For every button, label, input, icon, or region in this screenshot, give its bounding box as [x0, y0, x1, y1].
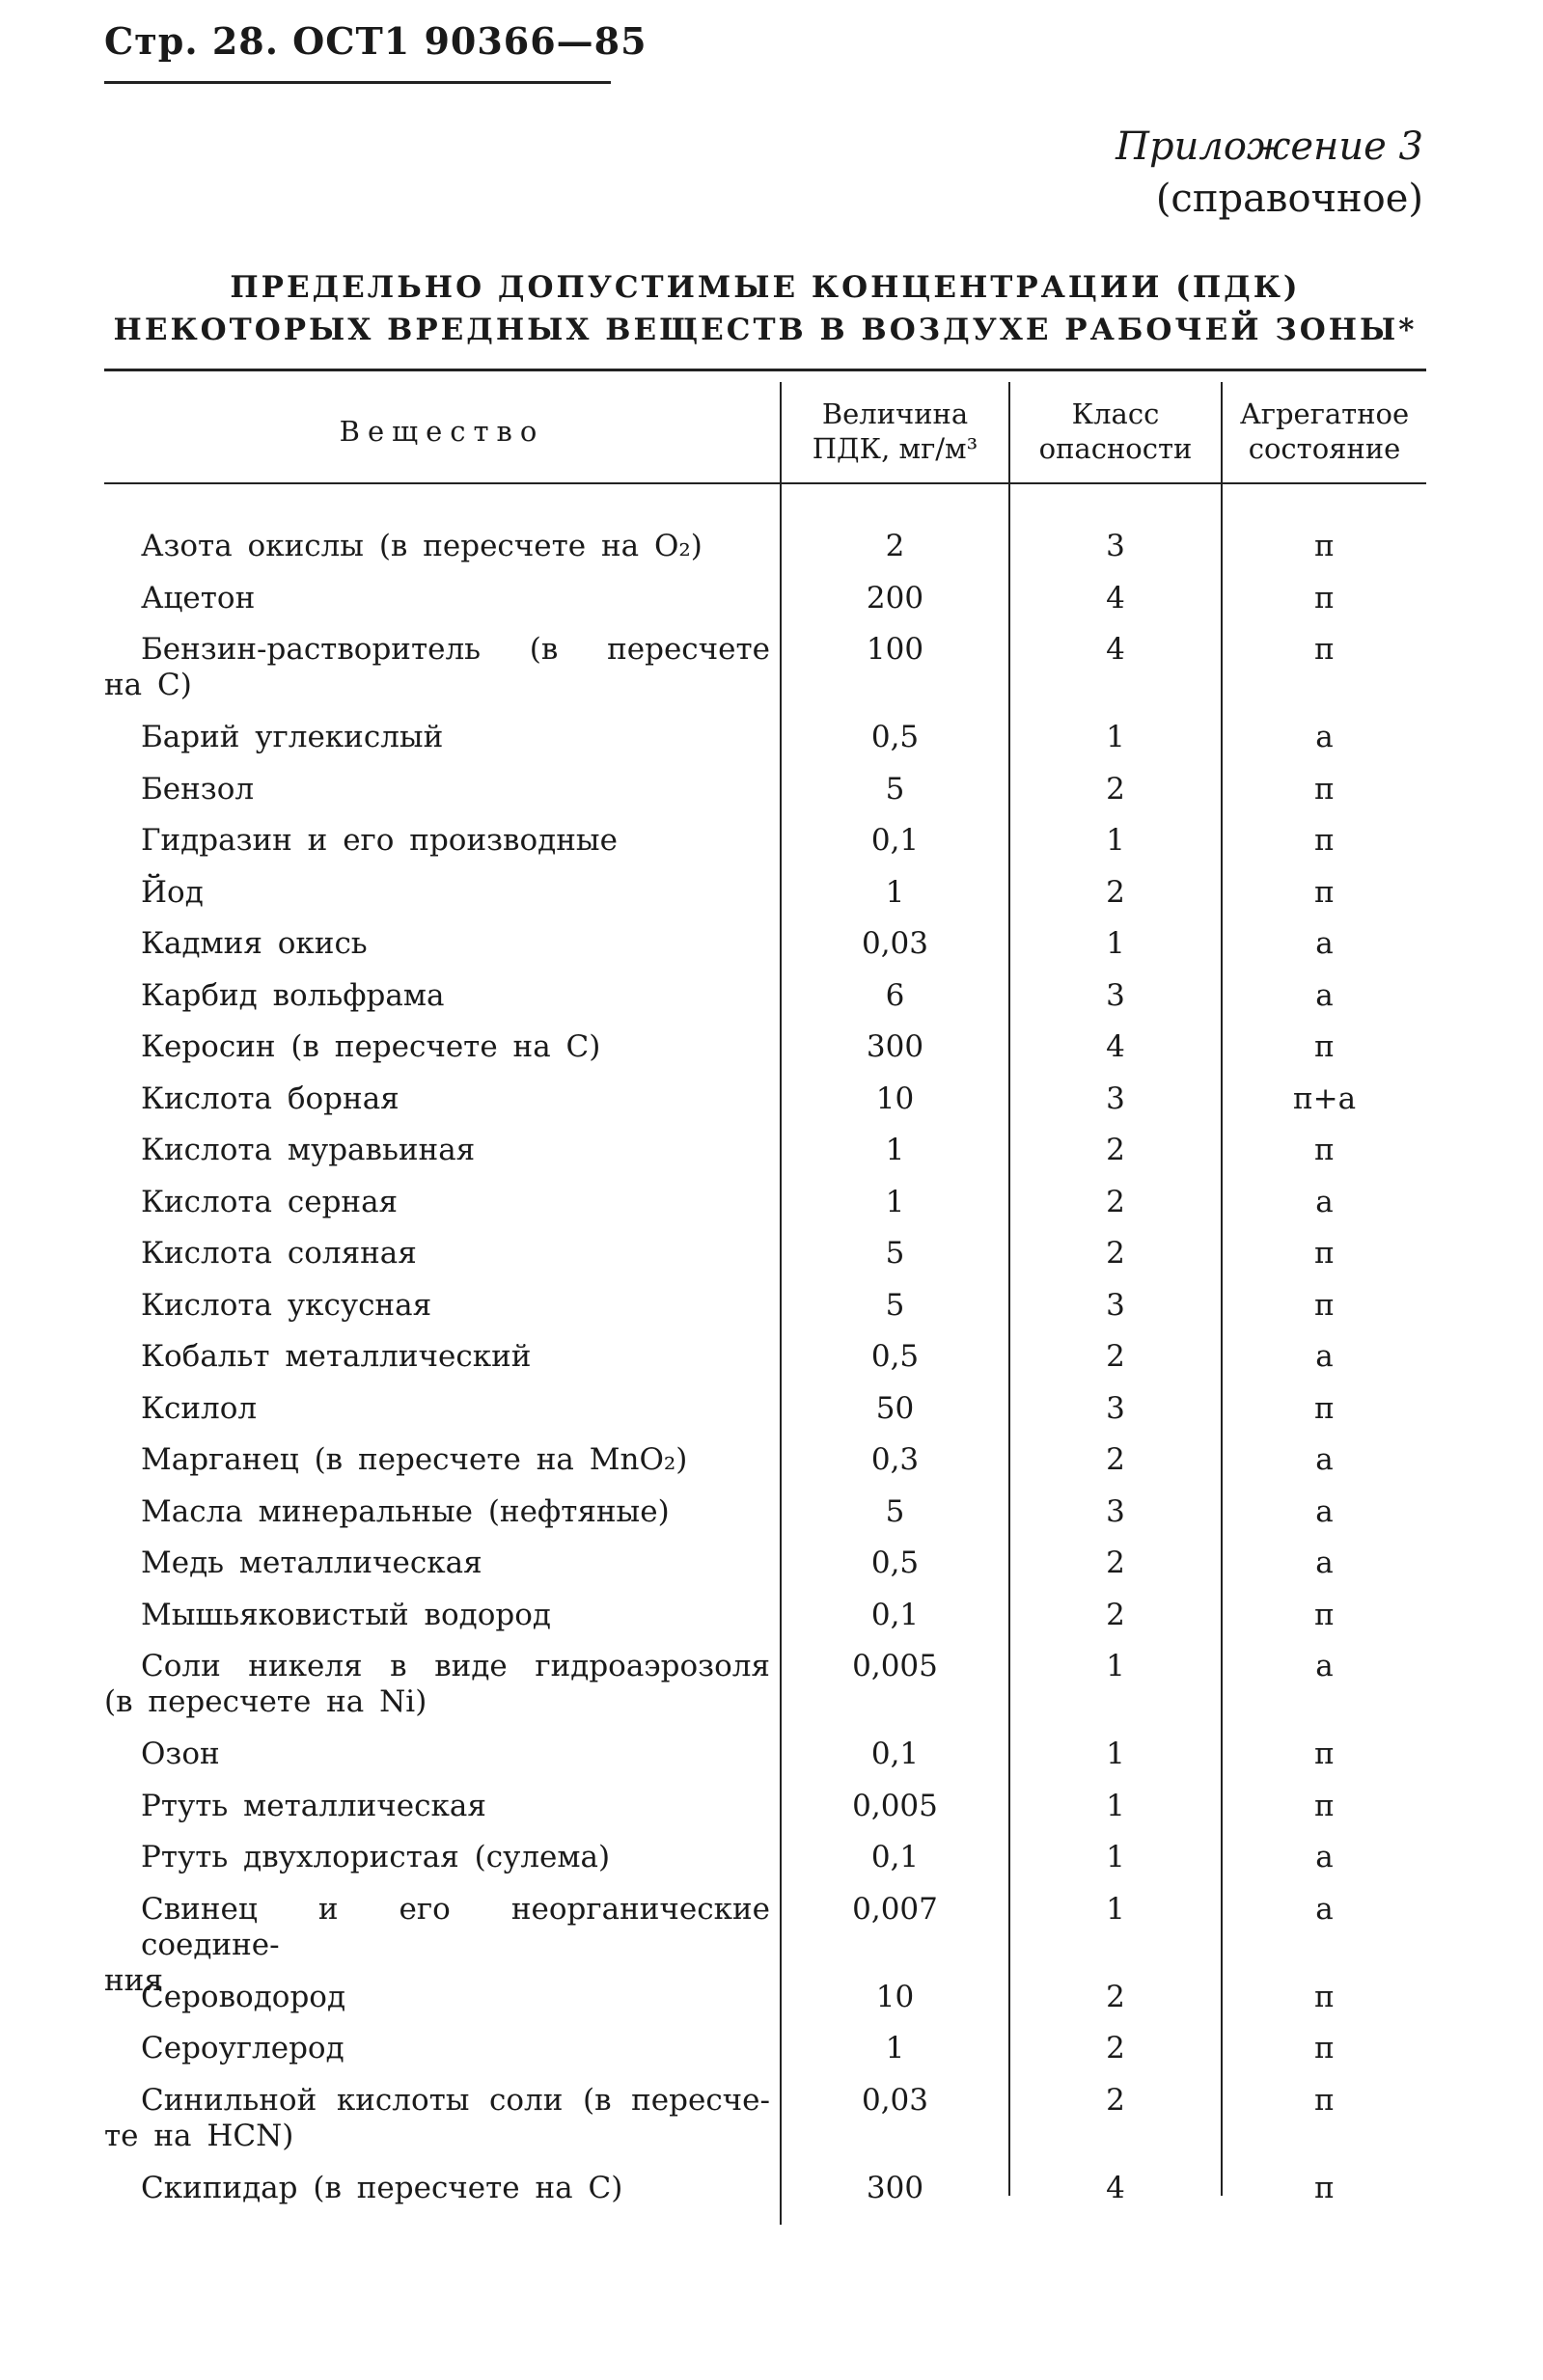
- substance-name-line2: те на HCN): [104, 2118, 294, 2153]
- substance-name: [104, 1442, 770, 1478]
- substance-name-line1: Марганец (в пересчете на MnO₂): [141, 1442, 688, 1477]
- pdk-value: 0,1: [870, 1737, 920, 1771]
- aggregate-state: п: [1314, 1390, 1335, 1426]
- pdk-value: 0,3: [870, 1442, 920, 1477]
- pdk-value: 0,1: [870, 1840, 920, 1874]
- hazard-class: 1: [1106, 720, 1125, 754]
- aggregate-state: п: [1314, 529, 1335, 563]
- table-top-rule: [104, 369, 1426, 371]
- table-row: [104, 1494, 1426, 1546]
- pdk-value: 0,005: [852, 1788, 938, 1823]
- table-row: [104, 1081, 1426, 1134]
- hazard-class: 3: [1106, 1081, 1125, 1116]
- substance-name: [104, 1649, 770, 1720]
- hazard-class: 2: [1106, 1339, 1125, 1374]
- substance-name-line1: Сероуглерод: [141, 2031, 344, 2065]
- substance-name: [104, 1546, 770, 1581]
- hazard-class: 1: [1106, 926, 1125, 961]
- appendix-block: [1116, 121, 1423, 225]
- hazard-class: 2: [1106, 2082, 1125, 2118]
- substance-name: [104, 1081, 770, 1117]
- hazard-class: 3: [1106, 1493, 1125, 1529]
- hazard-class: 2: [1106, 1236, 1125, 1271]
- aggregate-state: п: [1314, 1236, 1335, 1271]
- aggregate-state: а: [1315, 977, 1334, 1013]
- aggregate-state: п: [1314, 823, 1335, 858]
- substance-name-line1: Мышьяковистый водород: [141, 1597, 551, 1632]
- table-row: [104, 2083, 1426, 2171]
- pdk-value: 300: [866, 2170, 924, 2205]
- aggregate-state: п: [1314, 1979, 1335, 2014]
- table-row: [104, 1789, 1426, 1841]
- substance-name: [104, 2031, 770, 2066]
- column-header-hazard-class: [1010, 386, 1221, 477]
- substance-name: [104, 823, 770, 859]
- substance-name: [104, 581, 770, 616]
- table-row: [104, 772, 1426, 824]
- table-row: [104, 1442, 1426, 1494]
- substance-name: [104, 1391, 770, 1427]
- table-row: [104, 529, 1426, 581]
- pdk-value: 5: [885, 771, 905, 807]
- table-row: [104, 1737, 1426, 1789]
- appendix-note: (справочное): [1155, 177, 1423, 221]
- substance-name-line2: (в пересчете на Ni): [104, 1684, 427, 1719]
- page-header: Стр. 28. ОСТ1 90366—85: [104, 19, 648, 63]
- pdk-value: 0,03: [861, 2082, 929, 2118]
- hazard-class: 2: [1106, 1133, 1125, 1167]
- document-title-line-1: ПРЕДЕЛЬНО ДОПУСТИМЫЕ КОНЦЕНТРАЦИИ (ПДК): [230, 270, 1301, 305]
- substance-name: [104, 1737, 770, 1772]
- pdk-value: 100: [866, 632, 924, 667]
- table-row: [104, 1546, 1426, 1598]
- substance-name: [104, 1840, 770, 1875]
- pdk-value: 5: [885, 1493, 905, 1529]
- hazard-class: 4: [1106, 2170, 1125, 2205]
- pdk-value: 10: [875, 1081, 915, 1116]
- table-row: [104, 632, 1426, 720]
- substance-name: [104, 772, 770, 807]
- substance-name-line1: Кадмия окись: [141, 926, 368, 961]
- substance-name-line1: Ртуть металлическая: [141, 1788, 486, 1823]
- hazard-class: 3: [1106, 1287, 1125, 1323]
- substance-name: [104, 1339, 770, 1375]
- table-row: [104, 2031, 1426, 2083]
- aggregate-state: а: [1315, 1891, 1334, 1927]
- aggregate-state: п: [1314, 2170, 1335, 2205]
- substance-name: [104, 1494, 770, 1530]
- column-header-pdk-line1: Величина: [821, 397, 969, 430]
- substance-name: [104, 2083, 770, 2154]
- pdk-value: 0,03: [861, 926, 929, 961]
- aggregate-state: п: [1314, 632, 1335, 667]
- hazard-class: 3: [1106, 1390, 1125, 1426]
- hazard-class: 1: [1106, 823, 1125, 858]
- substance-name: [104, 1029, 770, 1065]
- table-row: [104, 1339, 1426, 1391]
- pdk-value: 10: [875, 1979, 915, 2014]
- pdk-value: 50: [875, 1390, 915, 1426]
- substance-name: [104, 1789, 770, 1824]
- aggregate-state: а: [1315, 1546, 1334, 1580]
- table-row: [104, 875, 1426, 927]
- table-header-rule: [104, 482, 1426, 484]
- hazard-class: 2: [1106, 1597, 1125, 1632]
- substance-name-line1: Свинец и его неорганические соедине-: [141, 1891, 770, 1962]
- document-title-line-2: НЕКОТОРЫХ ВРЕДНЫХ ВЕЩЕСТВ В ВОЗДУХЕ РАБОЧЕЙ ЗОНЫ*: [113, 313, 1418, 347]
- substance-name-line1: Гидразин и его производные: [141, 823, 618, 858]
- substance-name: [104, 632, 770, 703]
- aggregate-state: п: [1314, 1133, 1335, 1167]
- substance-name-line1: Йод: [141, 874, 204, 910]
- aggregate-state: а: [1315, 926, 1334, 961]
- table-row: [104, 1288, 1426, 1340]
- aggregate-state: п+а: [1292, 1081, 1357, 1116]
- table-row: [104, 1029, 1426, 1081]
- hazard-class: 1: [1106, 1649, 1125, 1683]
- pdk-value: 0,5: [870, 1339, 920, 1374]
- substance-name-line1: Кобальт металлический: [141, 1339, 532, 1374]
- table-row: [104, 926, 1426, 978]
- hazard-class: 2: [1106, 1979, 1125, 2014]
- pdk-value: 5: [885, 1236, 905, 1271]
- column-header-substance: Вещество: [339, 415, 545, 448]
- aggregate-state: а: [1315, 1339, 1334, 1374]
- substance-name-line1: Ацетон: [141, 580, 256, 616]
- substance-name-line1: Кислота серная: [141, 1184, 399, 1219]
- substance-name-line2: ния: [104, 1962, 163, 1998]
- pdk-value: 0,1: [870, 1597, 920, 1632]
- table-row: [104, 581, 1426, 633]
- aggregate-state: а: [1315, 1493, 1334, 1529]
- table-row: [104, 1236, 1426, 1288]
- column-header-pdk: [782, 386, 1008, 477]
- substance-name: [104, 1133, 770, 1168]
- substance-name: [104, 1288, 770, 1324]
- column-header-class-line1: Класс: [1071, 397, 1160, 430]
- substance-name: [104, 529, 770, 564]
- substance-name: [104, 1236, 770, 1272]
- pdk-value: 1: [885, 2031, 905, 2065]
- substance-name-line1: Азота окислы (в пересчете на O₂): [141, 529, 703, 563]
- substance-name-line1: Ртуть двухлористая (сулема): [141, 1840, 611, 1874]
- aggregate-state: п: [1314, 580, 1335, 616]
- hazard-class: 1: [1106, 1737, 1125, 1771]
- pdk-value: 2: [885, 529, 905, 563]
- substance-name-line1: Барий углекислый: [141, 720, 444, 754]
- pdk-value: 6: [885, 977, 905, 1013]
- pdk-value: 1: [885, 874, 905, 910]
- substance-name-line1: Керосин (в пересчете на С): [141, 1029, 601, 1064]
- table-row: [104, 720, 1426, 772]
- substance-name-line1: Карбид вольфрама: [141, 977, 445, 1013]
- substance-name-line1: Бензол: [141, 771, 255, 807]
- substance-name: [104, 1185, 770, 1220]
- pdk-value: 0,007: [852, 1891, 938, 1927]
- hazard-class: 4: [1106, 1029, 1125, 1064]
- substance-name: [104, 926, 770, 962]
- pdk-value: 5: [885, 1287, 905, 1323]
- pdk-value: 1: [885, 1184, 905, 1219]
- table-row: [104, 1185, 1426, 1237]
- substance-name-line1: Медь металлическая: [141, 1546, 482, 1580]
- substance-name-line1: Ксилол: [141, 1390, 258, 1426]
- substance-name: [104, 875, 770, 911]
- substance-name-line1: Бензин-растворитель (в пересчете: [141, 632, 770, 667]
- hazard-class: 1: [1106, 1840, 1125, 1874]
- table-row: [104, 1649, 1426, 1737]
- table-row: [104, 1840, 1426, 1892]
- table-row: [104, 1980, 1426, 2032]
- substance-name: [104, 720, 770, 755]
- column-header-state-line2: состояние: [1248, 432, 1401, 465]
- substance-name-line1: Озон: [141, 1737, 220, 1771]
- aggregate-state: п: [1314, 771, 1335, 807]
- aggregate-state: п: [1314, 2031, 1335, 2065]
- aggregate-state: п: [1314, 874, 1335, 910]
- substance-name-line1: Кислота уксусная: [141, 1287, 432, 1323]
- aggregate-state: а: [1315, 1840, 1334, 1874]
- table-row: [104, 2171, 1426, 2223]
- pdk-value: 0,5: [870, 720, 920, 754]
- hazard-class: 2: [1106, 874, 1125, 910]
- hazard-class: 4: [1106, 632, 1125, 667]
- hazard-class: 2: [1106, 1442, 1125, 1477]
- substance-name-line1: Соли никеля в виде гидроаэрозоля: [141, 1649, 770, 1683]
- hazard-class: 2: [1106, 1546, 1125, 1580]
- aggregate-state: п: [1314, 1737, 1335, 1771]
- pdk-value: 0,5: [870, 1546, 920, 1580]
- hazard-class: 2: [1106, 771, 1125, 807]
- aggregate-state: п: [1314, 1597, 1335, 1632]
- table-row: [104, 823, 1426, 875]
- aggregate-state: а: [1315, 720, 1334, 754]
- table-row: [104, 1391, 1426, 1443]
- substance-name-line1: Сероводород: [141, 1979, 346, 2014]
- pdk-value: 0,1: [870, 823, 920, 858]
- substance-name: [104, 978, 770, 1014]
- table-body: [104, 529, 1426, 2222]
- hazard-class: 1: [1106, 1788, 1125, 1823]
- pdk-value: 0,005: [852, 1649, 938, 1683]
- table-row: [104, 1133, 1426, 1185]
- column-header-class-line2: опасности: [1038, 432, 1193, 465]
- substance-name-line1: Масла минеральные (нефтяные): [141, 1493, 670, 1529]
- aggregate-state: п: [1314, 1029, 1335, 1064]
- table-row: [104, 978, 1426, 1030]
- hazard-class: 3: [1106, 977, 1125, 1013]
- pdk-value: 300: [866, 1029, 924, 1064]
- aggregate-state: п: [1314, 2082, 1335, 2118]
- substance-name: [104, 1598, 770, 1633]
- substance-name-line1: Кислота борная: [141, 1081, 400, 1116]
- aggregate-state: а: [1315, 1442, 1334, 1477]
- aggregate-state: п: [1314, 1287, 1335, 1323]
- header-underline: [104, 81, 611, 84]
- hazard-class: 1: [1106, 1891, 1125, 1927]
- hazard-class: 4: [1106, 580, 1125, 616]
- table-row: [104, 1598, 1426, 1650]
- aggregate-state: а: [1315, 1649, 1334, 1683]
- substance-name: [104, 1980, 770, 2015]
- substance-name-line1: Кислота муравьиная: [141, 1133, 476, 1167]
- column-header-state: [1223, 386, 1426, 477]
- substance-name-line2: на С): [104, 668, 192, 702]
- column-header-state-line1: Агрегатное: [1239, 397, 1410, 430]
- substance-name: [104, 2171, 770, 2206]
- hazard-class: 2: [1106, 2031, 1125, 2065]
- pdk-value: 200: [866, 580, 924, 616]
- hazard-class: 2: [1106, 1184, 1125, 1219]
- substance-name-line1: Синильной кислоты соли (в пересче-: [141, 2082, 770, 2118]
- substance-name-line1: Кислота соляная: [141, 1236, 417, 1271]
- column-header-pdk-line2: ПДК, мг/м³: [812, 432, 978, 465]
- hazard-class: 3: [1106, 529, 1125, 563]
- appendix-label: Приложение 3: [1116, 124, 1423, 169]
- aggregate-state: п: [1314, 1788, 1335, 1823]
- pdk-value: 1: [885, 1133, 905, 1167]
- aggregate-state: а: [1315, 1184, 1334, 1219]
- substance-name-line1: Скипидар (в пересчете на С): [141, 2170, 623, 2205]
